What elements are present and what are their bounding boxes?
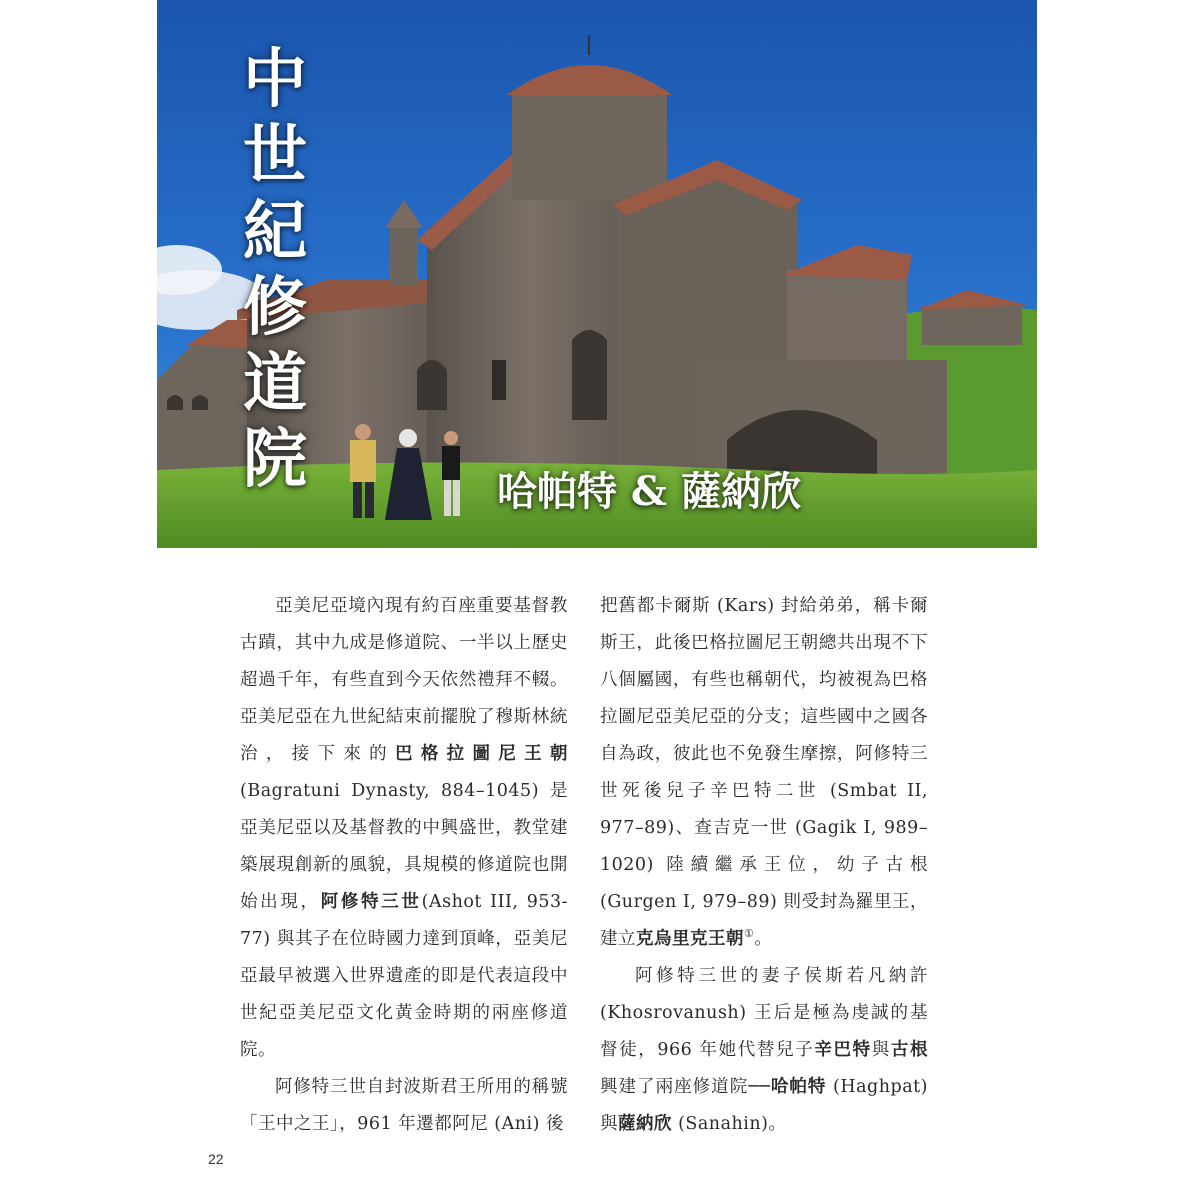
bold-term: 巴格拉圖尼王朝 (395, 744, 568, 764)
right-text-column (600, 588, 928, 1143)
footnote-marker[interactable]: ① (744, 927, 755, 941)
text-run: 把舊都卡爾斯 (Kars) 封給弟弟，稱卡爾斯王，此後巴格拉圖尼王朝總共出現不下八個屬國，有些也稱朝代，均被視為巴格拉圖尼亞美尼亞的分支；這些國中之國各自為政，彼此也不免發生摩擦，阿修特三世死後兒子辛巴特二世 (Smbat II, 977–89)、查吉克一世 (Gagik I, 989–1020) 陸續繼承王位，幼子古根 (Gurgen I, 979–89) 則受封為羅里王，建立 (600, 596, 928, 949)
text-run: 與 (871, 1040, 891, 1060)
text-run: 亞美尼亞境內現有約百座重要基督教古蹟，其中九成是修道院、一半以上歷史超過千年，有些直到今天依然禮拜不輟。亞美尼亞在九世紀結束前擺脫了穆斯林統治，接下來的 (240, 596, 568, 764)
text-run: 阿修特三世的妻子侯斯若凡納許 (Khosrovanush) 王后是極為虔誠的基督徒，966 年她代替兒子 (600, 966, 928, 1060)
chapter-title-vertical (235, 42, 315, 498)
bold-term: 辛巴特 (814, 1040, 872, 1060)
chapter-subtitle: 哈帕特 & 薩納欣 (497, 468, 801, 515)
bold-term: 古根 (890, 1040, 929, 1060)
title-char: 道 (243, 346, 307, 421)
title-char: 中 (243, 42, 307, 117)
text-run: 。 (754, 929, 773, 949)
title-char: 修 (243, 270, 307, 345)
title-char: 院 (243, 422, 307, 497)
bold-term: 阿修特三世 (320, 892, 422, 912)
text-run: 阿修特三世自封波斯君王所用的稱號「王中之王」，961 年遷都阿尼 (Ani) 後 (240, 1077, 568, 1134)
paragraph (240, 588, 568, 1069)
bold-term: 哈帕特 (770, 1077, 827, 1097)
paragraph (600, 958, 928, 1143)
bold-term: 薩納欣 (618, 1114, 672, 1134)
text-run: (Sanahin)。 (672, 1114, 787, 1134)
text-run: (Bagratuni Dynasty, 884–1045) 是亞美尼亞以及基督教的中興盛世，教堂建築展現創新的風貌，具規模的修道院也開始出現， (240, 781, 568, 912)
text-run: (Ashot III, 953-77) 與其子在位時國力達到頂峰，亞美尼亞最早被選入世界遺產的即是代表這段中世紀亞美尼亞文化黃金時期的兩座修道院。 (240, 892, 569, 1060)
left-text-column (240, 588, 568, 1143)
title-char: 紀 (243, 194, 307, 269)
hero-photo (157, 0, 1037, 548)
paragraph (240, 1069, 568, 1143)
text-run: (Haghpat) 與 (600, 1077, 929, 1134)
page-number: 22 (208, 1151, 224, 1167)
text-run: 興建了兩座修道院── (600, 1077, 771, 1097)
title-char: 世 (243, 118, 307, 193)
paragraph (600, 588, 928, 958)
bold-term: 克烏里克王朝 (636, 929, 744, 949)
